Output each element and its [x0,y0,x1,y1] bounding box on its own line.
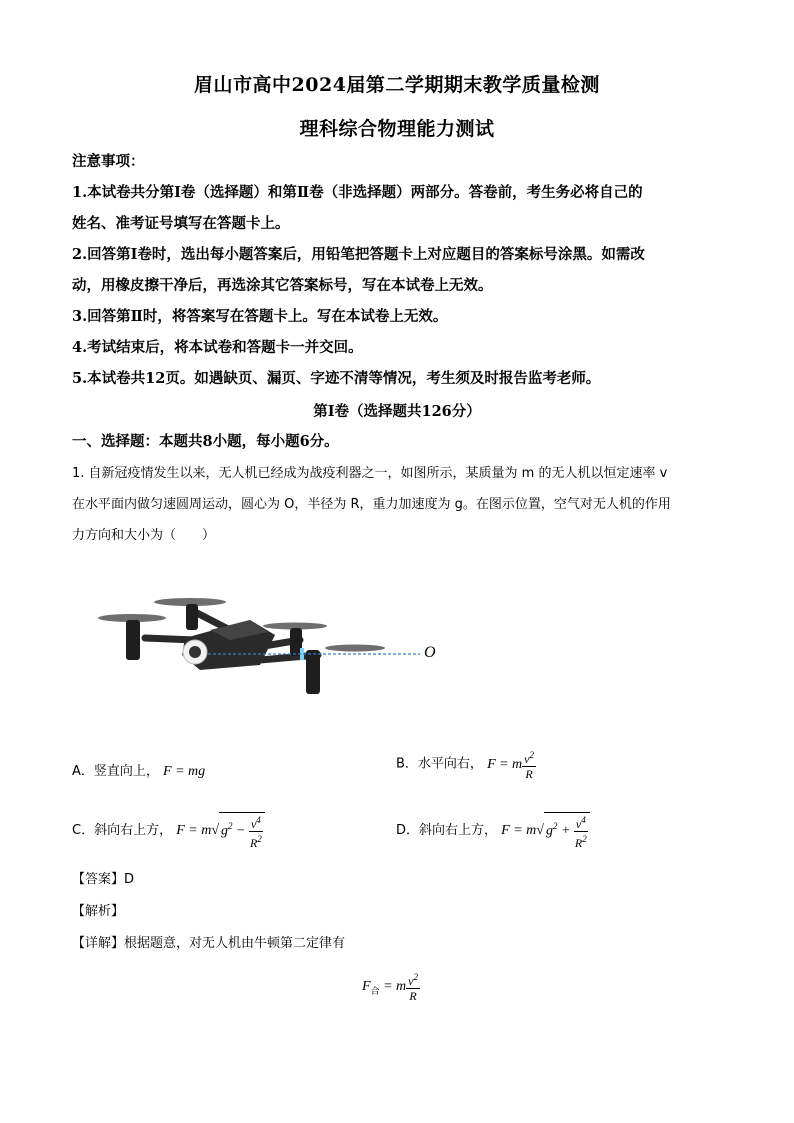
notice-block [72,146,732,394]
notice-line-7: 5.本试卷共12页。如遇缺页、漏页、字迹不清等情况，考生须及时报告监考老师。 [72,370,601,387]
part-heading: 一、选择题：本题共8小题，每小题6分。 [72,433,339,450]
notice-line-6: 4.考试结束后，将本试卷和答题卡一并交回。 [72,339,363,356]
option-b-formula: F = m $\frac{v^2}{R}$ [487,750,534,781]
detail-line [72,932,345,951]
notice-line-2: 姓名、准考证号填写在答题卡上。 [72,215,290,232]
notice-line-1: 1.本试卷共分第Ⅰ卷（选择题）和第Ⅱ卷（非选择题）两部分。答卷前，考生务必将自己的 [72,184,643,201]
answer-label: 【答案】 [72,872,125,887]
question-1-line-2: 在水平面内做匀速圆周运动，圆心为 O，半径为 R，重力加速度为 g。在图示位置，空气对无人机的作用 [72,497,671,512]
question-1-stem [72,458,732,551]
option-c-formula: F = m√ $g^2$ − $\frac{v^4}{R^2}$ [176,823,265,838]
analysis-label: 【解析】 [72,904,125,919]
question-1-line-3: 力方向和大小为（ ） [72,528,216,543]
drone-figure [90,590,450,715]
notice-heading: 注意事项： [72,153,145,170]
exam-subtitle: 理科综合物理能力测试 [299,118,495,140]
option-a-text: A．竖直向上， [72,764,159,779]
option-a[interactable] [72,760,205,780]
answer-line [72,868,134,887]
exam-title: 眉山市高中2024届第二学期期末教学质量检测 [194,74,600,96]
notice-line-3: 2.回答第Ⅰ卷时，选出每小题答案后，用铅笔把答题卡上对应题目的答案标号涂黑。如需改 [72,246,645,263]
answer-value: D [124,872,135,887]
option-a-formula: F = mg [163,764,206,779]
option-d[interactable] [396,812,590,850]
notice-line-5: 3.回答第Ⅱ时，将答案写在答题卡上。写在本试卷上无效。 [72,308,448,325]
option-d-text: D．斜向右上方， [396,823,498,839]
propeller-front-right [325,645,385,652]
question-1-line-1: 1. 自新冠疫情发生以来，无人机已经成为战疫利器之一，如图所示，某质量为 m 的无人机以恒定速率 v [72,466,668,481]
option-d-formula: F = m√ $g^2$ + $\frac{v^4}{R^2}$ [501,823,590,838]
option-b[interactable] [396,748,536,781]
option-c-text: C．斜向右上方， [72,823,173,839]
option-b-text: B．水平向右， [396,756,483,772]
detail-label: 【详解】 [72,936,125,951]
formula-net-force: $F_合 = m$ $\frac{v^2}{R}$ [362,972,418,1003]
notice-line-4: 动，用橡皮擦干净后，再选涂其它答案标号，写在本试卷上无效。 [72,277,493,294]
center-label-O: O [424,644,436,661]
section-title: 第Ⅰ卷（选择题共126分） [313,403,481,420]
option-c[interactable] [72,812,265,850]
detail-text: 根据题意，对无人机由牛顿第二定律有 [124,936,346,951]
